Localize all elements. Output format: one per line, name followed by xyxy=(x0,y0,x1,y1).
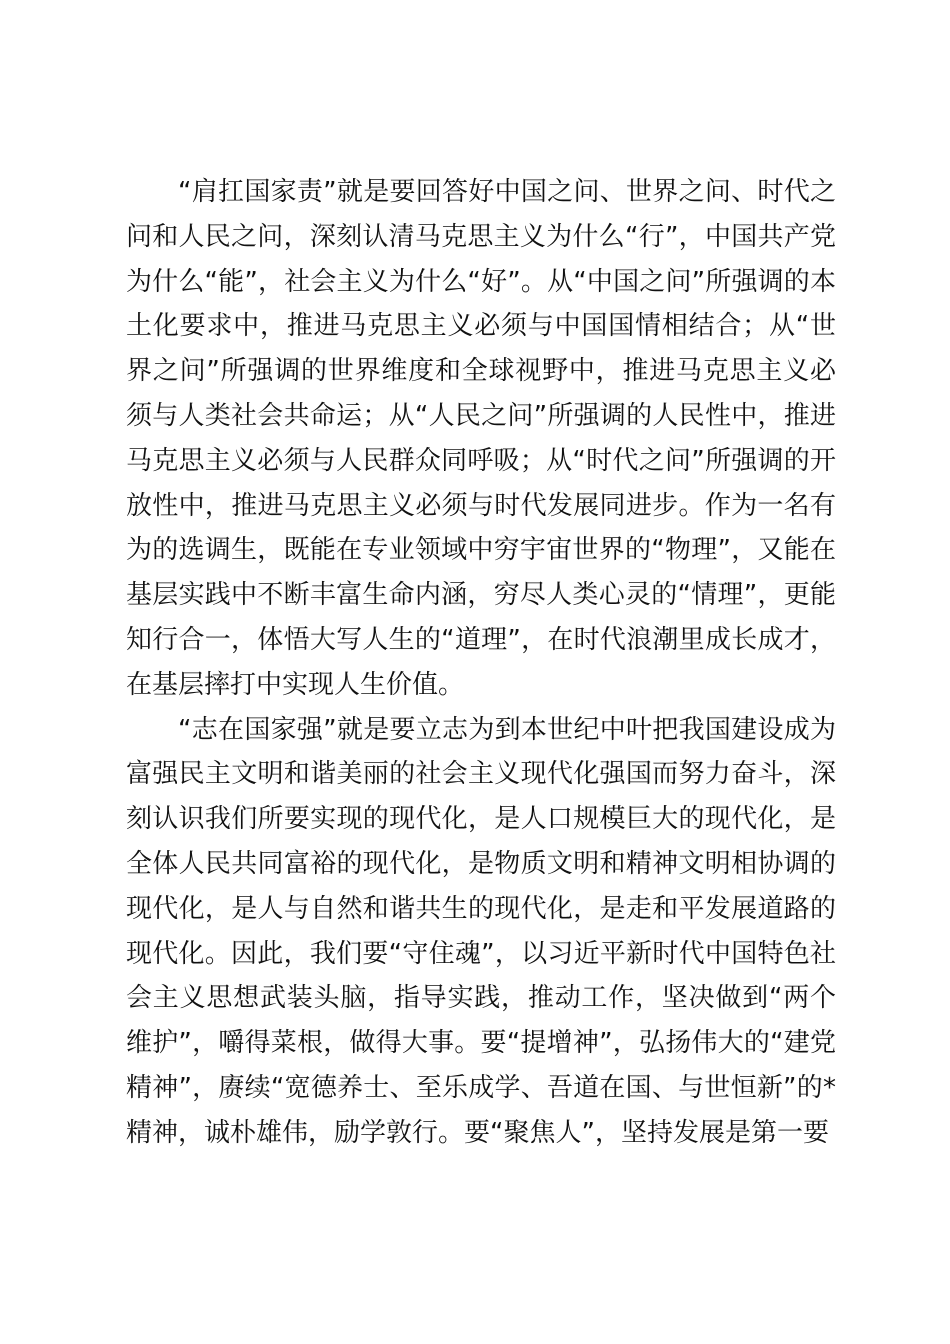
body-text xyxy=(126,170,836,1156)
paragraph-responsibility: “肩扛国家责”就是要回答好中国之问、世界之问、时代之问和人民之问，深刻认清马克思主义为什么“行”，中国共产党为什么“能”，社会主义为什么“好”。从“中国之问”所强调的本土化要求中，推进马克思主义必须与中国国情相结合；从“世界之问”所强调的世界维度和全球视野中，推进马克思主义必须与人类社会共命运；从“人民之问”所强调的人民性中，推进马克思主义必须与人民群众同呼吸；从“时代之问”所强调的开放性中，推进马克思主义必须与时代发展同进步。作为一名有为的选调生，既能在专业领域中穷宇宙世界的“物理”，又能在基层实践中不断丰富生命内涵，穷尽人类心灵的“情理”，更能知行合一，体悟大写人生的“道理”，在时代浪潮里成长成才，在基层摔打中实现人生价值。 xyxy=(126,177,836,700)
paragraph-aspiration: “志在国家强”就是要立志为到本世纪中叶把我国建设成为富强民主文明和谐美丽的社会主义现代化强国而努力奋斗，深刻认识我们所要实现的现代化，是人口规模巨大的现代化，是全体人民共同富裕的现代化，是物质文明和精神文明相协调的现代化，是人与自然和谐共生的现代化，是走和平发展道路的现代化。因此，我们要“守住魂”，以习近平新时代中国特色社会主义思想武装头脑，指导实践，推动工作，坚决做到“两个维护”，嚼得菜根，做得大事。要“提增神”，弘扬伟大的“建党精神”，赓续“宽德养士、至乐成学、吾道在国、与世恒新”的*精神，诚朴雄伟，励学敦行。要“聚焦人”，坚持发展是第一要 xyxy=(126,714,836,1148)
